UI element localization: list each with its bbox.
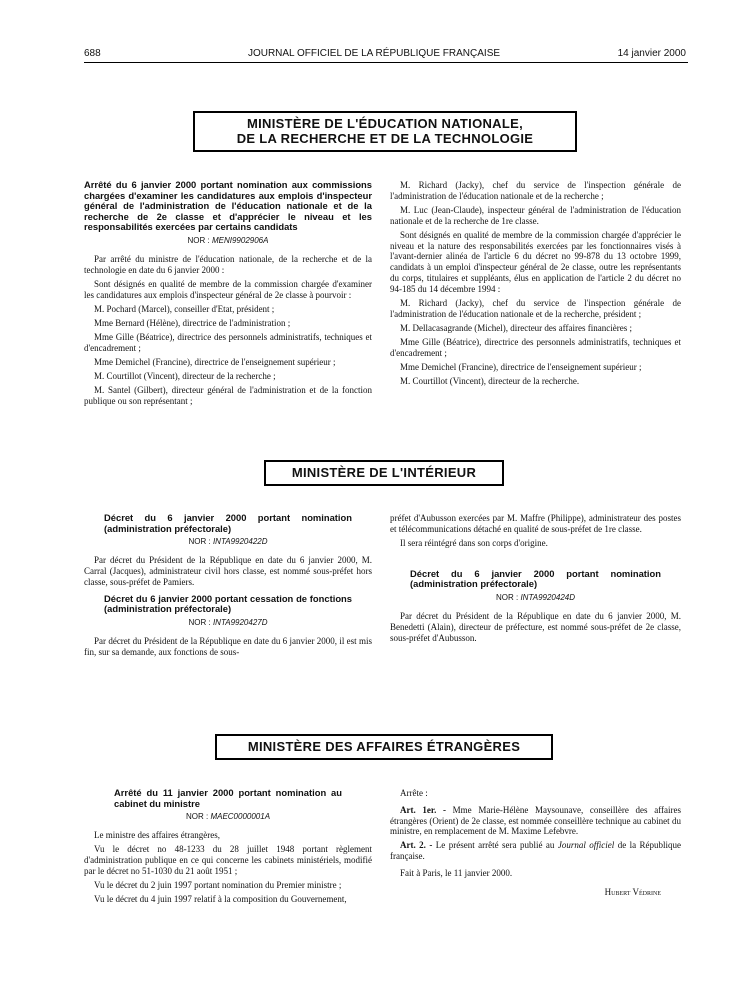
nor-reference [390,593,681,604]
fait-a-paris: Fait à Paris, le 11 janvier 2000. [400,868,513,879]
paragraph: M. Richard (Jacky), chef du service de l'inspection générale de l'administration de l'éducation nationale et de la recherche, président ; [390,297,681,319]
ministry-title: MINISTÈRE DES AFFAIRES ÉTRANGÈRES [247,739,521,754]
nor-code: MAEC0000001A [210,812,271,822]
paragraph: Il sera réintégré dans son corps d'origine. [400,537,548,548]
ministry-education-heading [193,111,577,152]
paragraph: M. Santel (Gilbert), directeur général de l'administration et de la fonction publique ou son représentant ; [84,385,372,406]
ministry-line-2: DE LA RECHERCHE ET DE LA TECHNOLOGIE [236,131,534,146]
article-1-label: Art. 1er. - [400,804,446,815]
paragraph: Le ministre des affaires étrangères, [94,830,221,841]
article-2-text-a: Le présent arrêté sera publié au [435,840,555,851]
article-1-text: Mme Marie-Hélène Maysounave, conseillère des affaires étrangères (Orient) de 2e classe, est nommée conseillère technique au cabinet du ministre, en remplacement de M. Maxime Lefebvre. [390,804,682,837]
paragraph: M. Dellacasagrande (Michel), directeur des affaires financières ; [400,322,632,333]
paragraph: Par arrêté du ministre de l'éducation nationale, de la recherche et de la technologie en date du 6 janvier 2000 : [84,254,372,275]
arrete-title: Arrêté du 11 janvier 2000 portant nomination au cabinet du ministre [114,787,342,809]
ministry-foreign-affairs-heading [215,734,553,760]
paragraph: M. Luc (Jean-Claude), inspecteur général de l'administration de l'éducation nationale et de la recherche de 1re classe. [390,204,681,226]
issue-date: 14 janvier 2000 [617,48,686,59]
nor-reference [84,236,372,247]
nor-code: INTA9920427D [212,618,268,628]
nor-code: INTA9920424D [520,593,576,603]
ministry-title: MINISTÈRE DE L'INTÉRIEUR [291,465,477,480]
nor-code: MENI9902906A [211,236,269,246]
journal-officiel-ref: Journal officiel [557,840,615,851]
paragraph: Par décret du Président de la République en date du 6 janvier 2000, il est mis fin, sur sa demande, aux fonctions de sous- [84,635,372,657]
paragraph: Par décret du Président de la République en date du 6 janvier 2000, M. Carral (Jacques), administrateur civil hors classe, est nommé sous-préfet hors classe, sous-préfet de Pamiers. [84,555,372,587]
article-1 [390,805,681,837]
paragraph: M. Courtillot (Vincent), directeur de la recherche ; [94,371,276,382]
journal-title: JOURNAL OFFICIEL DE LA RÉPUBLIQUE FRANÇAISE [247,48,501,59]
decret-title: Décret du 6 janvier 2000 portant nomination (administration préfectorale) [410,567,661,590]
nor-code: INTA9920422D [212,537,268,547]
paragraph: Sont désignés en qualité de membre de la commission chargée d'apprécier le niveau et la nature des responsabilités exercées par les fonctionnaires visés à l'avant-dernier alinéa de l'article 6 du décret no 99-878 du 13 octobre 1999, candidats à un emploi d'inspecteur général de 2e classe, outre les représentants du corps, titulaires et suppléants, élus en application de l'article 2 du décret no 94-185 du 14 décembre 1994 : [390,229,681,294]
nor-reference [84,537,372,548]
arrete-word: Arrête : [400,788,428,798]
paragraph: M. Richard (Jacky), chef du service de l'inspection générale de l'administration de l'éducation nationale et de la recherche ; [390,180,681,201]
section-foreign-left [84,788,372,908]
nor-label: NOR : [495,593,519,603]
section-interior-right [390,513,681,647]
nor-reference [84,812,372,823]
ministry-interior-heading [264,460,504,486]
section-education-left [84,180,372,410]
nor-label: NOR : [185,812,209,822]
paragraph: Vu le décret no 48-1233 du 28 juillet 1948 portant règlement d'administration publique en ce qui concerne les cabinets ministériels, modifié par le décret no 51-1030 du 21 août 1951 ; [84,844,372,876]
paragraph: Par décret du Président de la République en date du 6 janvier 2000, M. Benedetti (Alain), directeur de préfecture, est nommé sous-préfet de 2e classe, sous-préfet d'Aubusson. [390,610,681,643]
decret-title: Décret du 6 janvier 2000 portant cessation de fonctions (administration préfectorale) [104,592,352,615]
paragraph: préfet d'Aubusson exercées par M. Maffre (Philippe), administrateur des postes et télécommunications détaché en qualité de sous-préfet de 1re classe. [390,513,681,534]
decret-title: Décret du 6 janvier 2000 portant nomination (administration préfectorale) [104,512,352,534]
article-2-label: Art. 2. - [400,840,433,851]
article-2-text-b: de la République française. [390,840,682,862]
section-interior-left [84,513,372,661]
arrete-title: Arrêté du 6 janvier 2000 portant nomination aux commissions chargées d'examiner les candidatures aux emplois d'inspecteur général de l'administration de l'éducation nationale et de la recherche de 2e classe et d'apprécier le niveau et les responsabilités exercées par certains candidats [84,179,372,233]
section-education-right [390,180,681,390]
paragraph: Vu le décret du 4 juin 1997 relatif à la composition du Gouvernement, [94,894,347,905]
nor-label: NOR : [188,618,211,628]
nor-reference [84,618,372,629]
ministry-line-1: MINISTÈRE DE L'ÉDUCATION NATIONALE, [247,116,523,131]
paragraph: M. Pochard (Marcel), conseiller d'Etat, président ; [94,303,275,314]
paragraph: Mme Bernard (Hélène), directrice de l'administration ; [94,317,291,328]
paragraph: Mme Demichel (Francine), directrice de l'enseignement supérieur ; [94,356,336,367]
paragraph: Sont désignés en qualité de membre de la commission chargée d'examiner les candidatures aux emplois d'inspecteur général de 2e classe à pourvoir : [84,278,372,300]
section-foreign-right [390,788,681,898]
nor-label: NOR : [188,537,211,547]
header-rule [84,62,688,63]
paragraph: Vu le décret du 2 juin 1997 portant nomination du Premier ministre ; [94,880,342,891]
paragraph: Mme Gille (Béatrice), directrice des personnels administratifs, techniques et d'encadrement ; [84,332,372,353]
article-2 [390,840,681,862]
signature: Hubert Védrine [604,886,661,897]
paragraph: M. Courtillot (Vincent), directeur de la recherche. [400,375,580,386]
nor-label: NOR : [187,236,210,246]
paragraph: Mme Gille (Béatrice), directrice des personnels administratifs, techniques et d'encadrement ; [390,336,681,358]
paragraph: Mme Demichel (Francine), directrice de l'enseignement supérieur ; [400,361,642,372]
page-number: 688 [84,48,101,59]
